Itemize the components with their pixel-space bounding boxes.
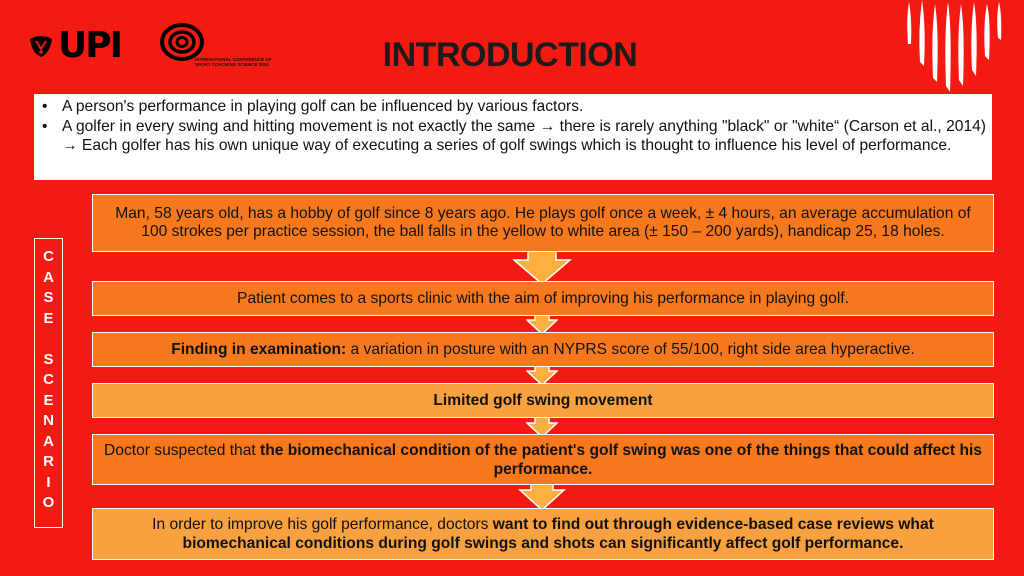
flow-box-limited-swing	[92, 383, 994, 418]
case-letter: C	[43, 371, 54, 388]
limited-swing-text: Limited golf swing movement	[433, 392, 653, 409]
examination-text	[171, 340, 915, 359]
examination-label: Finding in examination:	[171, 341, 347, 358]
upi-emblem-icon	[28, 33, 54, 59]
case-letter: E	[43, 309, 54, 327]
flow-box-objective	[92, 508, 994, 560]
case-letter: R	[43, 453, 54, 470]
examination-detail: a variation in posture with an NYPRS score of 55/100, right side area hyperactive.	[346, 341, 915, 358]
flow-box-suspicion	[92, 434, 994, 485]
intro-bullet-2: • A golfer in every swing and hitting movement is not exactly the same → there is rarely anything "black" or "white“ (Carson et al., 2014) → Each golfer has his own unique way of executing a series of golf swings which is thought to influence his level of performance.	[42, 117, 986, 156]
patient-profile-text: Man, 58 years old, has a hobby of golf since 8 years ago. He plays golf once a week, ± 4 hours, an average accumulation of 100 strokes per practice session, the ball falls in the yellow to white area (± 150 – 200 yards), handicap 25, 18 holes.	[115, 204, 971, 240]
flow-box-examination	[92, 332, 994, 367]
clinic-visit-text: Patient comes to a sports clinic with the aim of improving his performance in playing golf.	[237, 290, 849, 307]
case-letter: S	[43, 350, 54, 368]
case-letter: N	[43, 412, 54, 429]
flow-box-patient-profile	[92, 194, 994, 252]
page-title: INTRODUCTION	[382, 36, 638, 74]
objective-text	[101, 515, 985, 553]
upi-logo	[28, 25, 122, 66]
case-scenario-label	[34, 238, 63, 528]
claw-marks-decoration	[906, 0, 1006, 96]
flow-box-clinic-visit	[92, 281, 994, 316]
case-letter: I	[46, 473, 51, 491]
intro-bullet-1: • A person's performance in playing golf can be influenced by various factors.	[42, 97, 986, 117]
flow-arrow-1	[512, 246, 572, 286]
case-letter: E	[43, 391, 54, 409]
conference-logo	[158, 20, 288, 80]
suspicion-bold: the biomechanical condition of the patient's golf swing was one of the things that could affect his performance.	[260, 441, 982, 478]
upi-logo-text: UPI	[58, 25, 122, 66]
case-letter: O	[42, 494, 55, 511]
intro-box	[34, 94, 992, 180]
case-letter: A	[43, 432, 54, 450]
case-letter: S	[43, 289, 54, 306]
case-letter: A	[43, 268, 54, 286]
conference-text: INTERNATIONAL CONFERENCE OF SPORT COACHING SCIENCE 2024	[195, 57, 272, 67]
case-letter: C	[43, 248, 54, 265]
objective-bold: want to find out through evidence-based case reviews what biomechanical conditions during golf swings and shots can significantly affect golf performance.	[182, 516, 934, 552]
objective-intro: In order to improve his golf performance, doctors	[152, 516, 493, 533]
suspicion-intro: Doctor suspected that	[104, 441, 261, 459]
suspicion-text	[101, 441, 985, 479]
